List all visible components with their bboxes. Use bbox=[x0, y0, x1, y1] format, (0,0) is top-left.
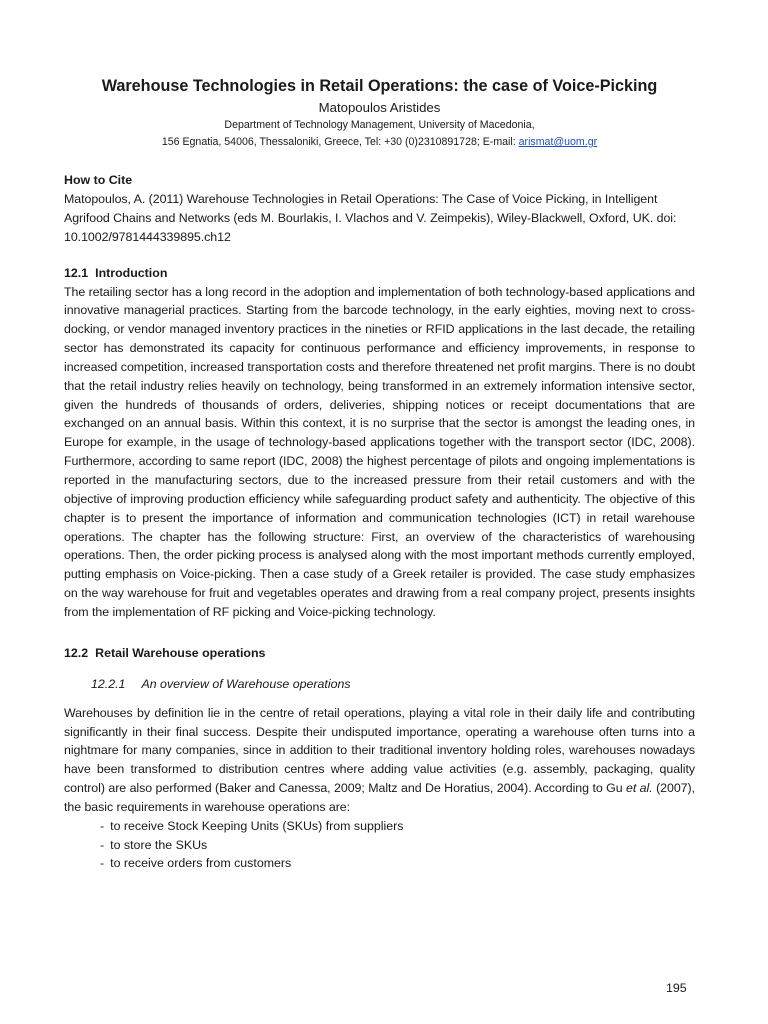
italic-et-al: et al. bbox=[626, 781, 653, 796]
author-name: Matopoulos Aristides bbox=[318, 100, 441, 115]
subsection-title: An overview of Warehouse operations bbox=[141, 676, 351, 691]
email-link[interactable]: arismat@uom.gr bbox=[518, 136, 598, 148]
section-number: 12.2 bbox=[64, 645, 89, 660]
list-item: - to store the SKUs bbox=[100, 836, 695, 855]
paper-page bbox=[64, 76, 695, 873]
citation-text: Matopoulos, A. (2011) Warehouse Technologies in Retail Operations: The Case of Voice Picking, in Intelligent Agrifood Chains and Networks (eds M. Bourlakis, I. Vlachos and V. Zeimpekis), Wiley-Blackwell, Oxford, UK. doi: 10.1002/9781444339895.ch12 bbox=[64, 192, 677, 244]
section-title: Introduction bbox=[95, 265, 168, 280]
address-line bbox=[64, 134, 695, 151]
section-number: 12.1 bbox=[64, 265, 89, 280]
section-12-1-heading bbox=[64, 264, 695, 283]
paragraph-text-end: (2007), the basic requirements in warehouse operations are: bbox=[64, 781, 695, 814]
page-number: 195 bbox=[666, 981, 687, 995]
list-item: - to receive Stock Keeping Units (SKUs) from suppliers bbox=[100, 817, 695, 836]
list-item: - to receive orders from customers bbox=[100, 854, 695, 873]
introduction-paragraph: The retailing sector has a long record in the adoption and implementation of both technology-based applications and innovative managerial practices. Starting from the barcode technology, in the early eighties, moving next to cross-docking, or vendor managed inventory practices in the nineties or RFID applications in the last decade, the retailing sector has demonstrated its capacity for continuous performance and efficiency improvements, in response to increased competition, increased transportation costs and therefore threatened net profit margins. There is no doubt that the retail industry relies heavily on technology, being transformed in an extremely information intensive sector, given the hundreds of thousands of orders, deliveries, shipping notices or receipt documentations that are exchanged on an annual basis. Within this context, it is no surprise that the sector is amongst the leading ones, in Europe for example, in the usage of technology-based applications together with the transport sector (IDC, 2008). Furthermore, according to same report (IDC, 2008) the highest percentage of pilots and ongoing implementations is reported in the manufacturing sectors, due to the increased pressure from their retail customers and with the objective of improving production efficiency while safeguarding product safety and authenticity. The objective of this chapter is to present the importance of information and communication technologies (ICT) in retail warehouse operations. The chapter has the following structure: First, an overview of the characteristics of warehousing operations. Then, the order picking process is analysed along with the most important methods currently employed, putting emphasis on Voice-picking. Then a case study of a Greek retailer is provided. The case study emphasizes on the way warehouse for fruit and vegetables operates and drawing from a real company project, presents insights from the implementation of RF picking and Voice-picking technology. bbox=[64, 284, 695, 619]
paper-title: Warehouse Technologies in Retail Operations: the case of Voice-Picking bbox=[101, 77, 658, 95]
subsection-number: 12.2.1 bbox=[91, 676, 126, 691]
how-to-cite-heading: How to Cite bbox=[64, 173, 133, 187]
section-12-2-heading bbox=[64, 644, 695, 663]
address-text: 156 Egnatia, 54006, Thessaloniki, Greece, Tel: +30 (0)2310891728; E-mail: bbox=[161, 136, 519, 148]
affiliation: Department of Technology Management, University of Macedonia, bbox=[224, 119, 535, 131]
section-12-2-1-heading bbox=[91, 675, 695, 694]
paragraph-text: Warehouses by definition lie in the centre of retail operations, playing a vital role in their daily life and contributing significantly in their final success. Despite their undisputed importance, operating a warehouse often turns into a nightmare for many companies, since in addition to their traditional inventory holding roles, warehouses nowadays have been transformed to distribution centres where adding value activities (e.g. assembly, packaging, quality control) are also performed (Baker and Canessa, 2009; Maltz and De Horatius, 2004). According to Gu bbox=[64, 705, 695, 796]
requirements-list bbox=[64, 817, 695, 874]
section-title: Retail Warehouse operations bbox=[95, 645, 266, 660]
warehouse-overview-paragraph bbox=[64, 704, 695, 817]
